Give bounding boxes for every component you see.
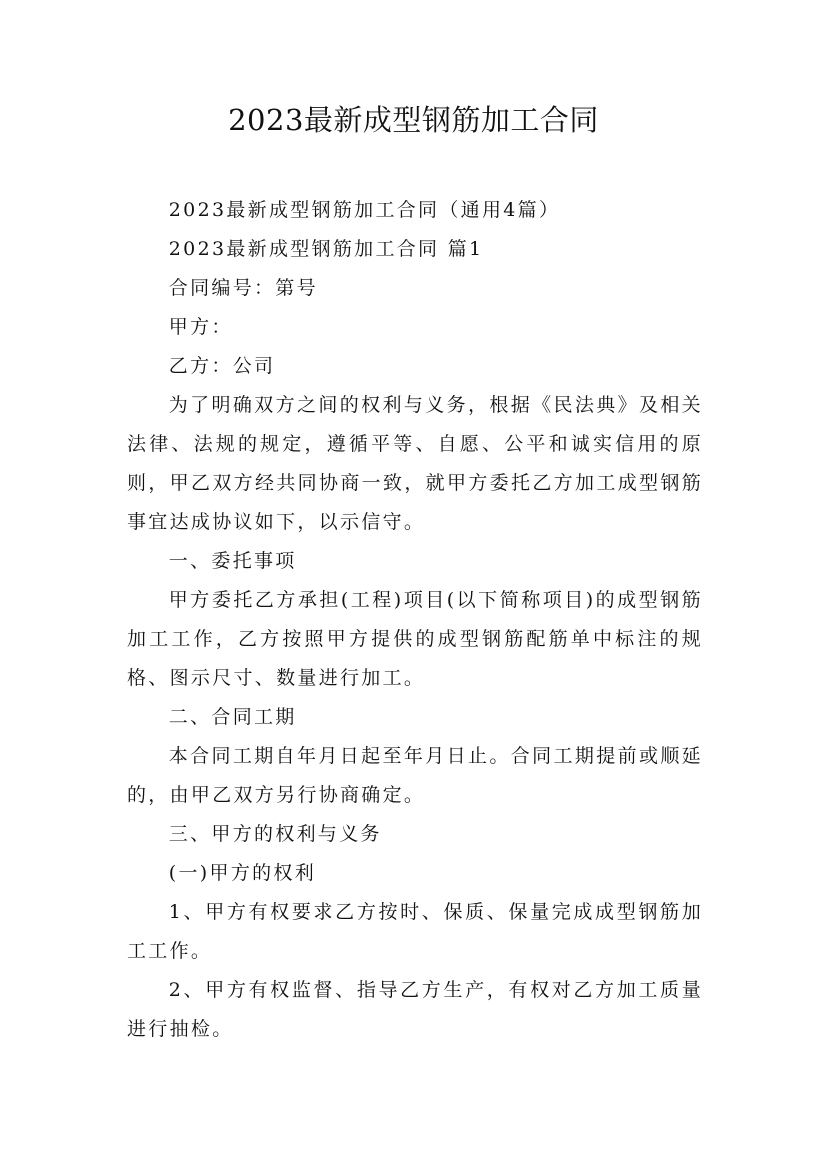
document-body <box>127 191 703 1049</box>
paragraph-clause-heading-2: 二、合同工期 <box>168 706 297 728</box>
paragraph-section-heading: 2023最新成型钢筋加工合同 篇1 <box>168 238 484 260</box>
paragraph-clause-heading-1: 一、委托事项 <box>168 550 297 572</box>
paragraph-contract-number: 合同编号：第号 <box>168 277 318 299</box>
paragraph-clause-2: 本合同工期自年月日起至年月日止。合同工期提前或顺延的，由甲乙双方另行协商确定。 <box>127 745 703 806</box>
document-title: 2023最新成型钢筋加工合同 <box>228 103 599 137</box>
paragraph-party-b: 乙方：公司 <box>168 355 276 377</box>
paragraph-clause-1: 甲方委托乙方承担(工程)项目(以下简称项目)的成型钢筋加工工作，乙方按照甲方提供的成型钢筋配筋单中标注的规格、图示尺寸、数量进行加工。 <box>127 589 703 689</box>
paragraph-right-2: 2、甲方有权监督、指导乙方生产，有权对乙方加工质量进行抽检。 <box>127 979 703 1040</box>
paragraph-clause-heading-3: 三、甲方的权利与义务 <box>168 823 382 845</box>
paragraph-right-1: 1、甲方有权要求乙方按时、保质、保量完成成型钢筋加工工作。 <box>127 901 703 962</box>
paragraph-party-a: 甲方： <box>168 316 233 338</box>
paragraph-subheading-rights: (一)甲方的权利 <box>168 862 317 884</box>
paragraph-preamble: 为了明确双方之间的权利与义务，根据《民法典》及相关法律、法规的规定，遵循平等、自愿、公平和诚实信用的原则，甲乙双方经共同协商一致，就甲方委托乙方加工成型钢筋事宜达成协议如下，以示信守。 <box>127 394 703 533</box>
paragraph-subtitle: 2023最新成型钢筋加工合同（通用4篇） <box>168 199 561 221</box>
